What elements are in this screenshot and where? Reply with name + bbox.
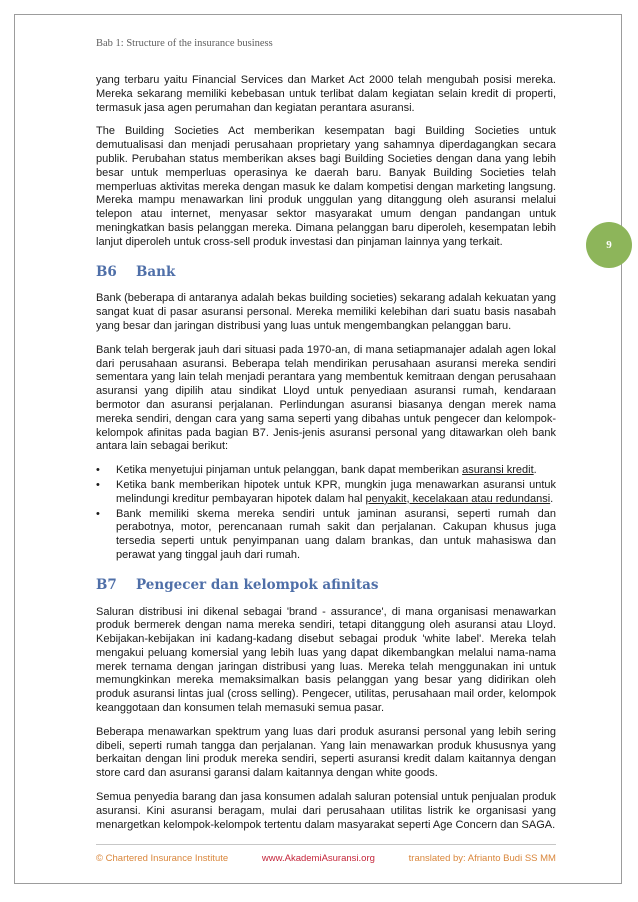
section-number: B7 [96, 576, 117, 593]
section-heading-b7 [96, 576, 556, 593]
section-heading-b6 [96, 263, 556, 280]
intro-paragraph-1: yang terbaru yaitu Financial Services dan Market Act 2000 telah mengubah posisi mereka. Mereka sekarang memiliki kebebasan untuk terlibat dalam kegiatan selain kredit di properti, termasuk jasa agen perumahan dan kegiatan perantara asuransi. [96, 74, 556, 114]
page-footer [96, 853, 556, 864]
page-number-badge [586, 222, 632, 268]
section-title: Bank [136, 263, 176, 280]
list-item [96, 464, 556, 478]
document-body [96, 74, 556, 842]
footer-copyright: © Chartered Insurance Institute [96, 853, 229, 864]
bullet-marker: • [96, 507, 100, 520]
footer-divider [96, 844, 556, 845]
list-item-text: Bank memiliki skema mereka sendiri untuk jaminan asuransi, seperti rumah dan perabotnya, motor, perencanaan rumah sakit dan perjalanan. Cakupan khusus juga tersedia seperti untuk penyimpanan uang dalam brankas, dan untuk mahasiswa dan perawat yang tinggal jauh dari rumah. [116, 507, 556, 561]
section-title: Pengecer dan kelompok afinitas [136, 576, 379, 593]
bullet-marker: • [96, 478, 100, 491]
footer-website-link[interactable]: www.AkademiAsuransi.org [261, 853, 375, 864]
illness-accident-redundancy-link[interactable]: penyakit, kecelakaan atau redundansi [365, 492, 551, 505]
intro-paragraph-2: The Building Societies Act memberikan kesempatan bagi Building Societies untuk demutualisasi dan menjadi perusahaan proprietary yang sahamnya diperdagangkan secara publik. Perubahan status memberikan akses bagi Building Societies dengan dana yang lebih besar untuk memperluas operasinya ke daerah baru. Banyak Building Societies telah memperluas aktivitas mereka dengan masuk ke dalam kompetisi dengan marketing langsung. Mereka mampu menawarkan lini produk unggulan yang ditanggung oleh asuransi melalui telepon atau internet, menyasar sektor masyarakat umum dengan pandangan untuk meningkatkan basis pelanggan mereka. Dimana pelanggan baru diperoleh, kesempatan lebih lanjut diperoleh untuk cross-sell produk investasi dan pinjaman lainnya yang terkait. [96, 125, 556, 248]
list-item [96, 508, 556, 563]
running-header: Bab 1: Structure of the insurance business [96, 38, 273, 49]
list-item-text: Ketika bank memberikan hipotek untuk KPR, mungkin juga menawarkan asuransi untuk melindungi kreditur pembayaran hipotek dalam hal penyakit, kecelakaan atau redundansi. [116, 478, 556, 505]
b7-paragraph-1: Saluran distribusi ini dikenal sebagai 'brand - assurance', di mana organisasi menawarkan produk bermerek dengan nama mereka sendiri, tetapi ditanggung oleh asuransi atau Lloyd. Kebijakan-kebijakan ini kadang-kadang disebut sebagai produk 'white label'. Mereka telah mengakui peluang komersial yang lebih luas yang dapat dikembangkan melalui nama-nama merek ternama dengan jaringan distribusi yang luas. Mereka telah menggunakan ini untuk memungkinkan mereka memaksimalkan basis pelanggan yang besar yang didirikan oleh produk asuransi lintas jual (cross selling). Pengecer, utilitas, perusahaan mail order, kelompok keanggotaan dan konsumen telah memasuki semua pasar. [96, 605, 556, 715]
page-number: 9 [606, 239, 612, 251]
list-item [96, 479, 556, 507]
b7-paragraph-3: Semua penyedia barang dan jasa konsumen adalah saluran potensial untuk penjualan produk asuransi. Kini asuransi beragam, mulai dari perusahaan utilitas listrik ke organisasi yang menargetkan kelompok-kelompok tertentu dalam masyarakat seperti Age Concern dan SAGA. [96, 791, 556, 831]
b6-paragraph-2: Bank telah bergerak jauh dari situasi pada 1970-an, di mana setiapmanajer adalah agen lokal dari perusahaan asuransi. Beberapa telah mendirikan perusahaan asuransi mereka sendiri sementara yang lain telah menjadi perantara yang membentuk kemitraan dengan perusahaan asuransi yang dipilih atau sindikat Lloyd untuk penyediaan asuransi rumah, kendaraan bermotor dan asuransi perjalanan. Perlindungan asuransi biasanya dengan merek nama mereka sendiri, dengan cara yang sama seperti yang dibahas untuk pengecer dan kelompok-kelompok afinitas pada bagian B7. Jenis-jenis asuransi personal yang ditawarkan oleh bank antara lain sebagai berikut: [96, 343, 556, 453]
b6-paragraph-1: Bank (beberapa di antaranya adalah bekas building societies) sekarang adalah kekuatan yang sangat kuat di pasar asuransi personal. Mereka memiliki kelebihan dari suatu basis nasabah yang besar dan jaringan distribusi yang luas untuk mengembangkan pelanggan baru. [96, 292, 556, 332]
footer-translator: translated by: Afrianto Budi SS MM [408, 853, 556, 864]
b7-paragraph-2: Beberapa menawarkan spektrum yang luas dari produk asuransi personal yang lebih sering dibeli, seperti rumah tangga dan perjalanan. Yang lain menawarkan produk khususnya yang berkaitan dengan lini produk mereka sendiri, seperti asuransi kredit dalam kaitannya dengan store card dan asuransi garansi dalam kaitannya dengan white goods. [96, 725, 556, 780]
credit-insurance-link[interactable]: asuransi kredit [462, 464, 534, 477]
section-number: B6 [96, 263, 117, 280]
bank-insurance-list [96, 464, 556, 563]
bullet-marker: • [96, 464, 100, 477]
list-item-text: Ketika menyetujui pinjaman untuk pelanggan, bank dapat memberikan asuransi kredit. [116, 464, 537, 477]
